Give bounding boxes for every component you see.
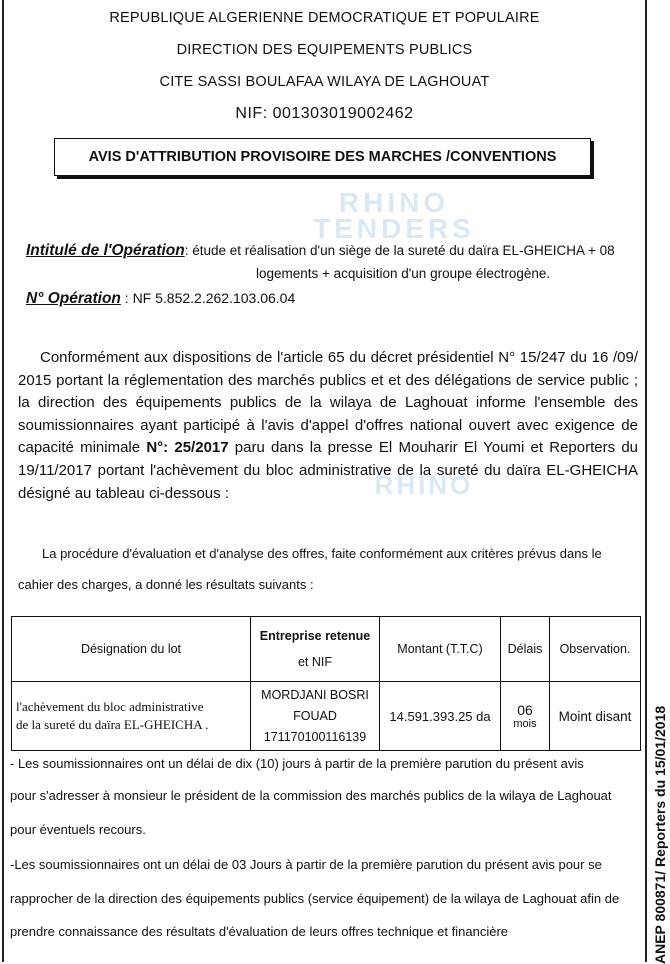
watermark-line-3: RHINO bbox=[374, 470, 474, 500]
header-entreprise bbox=[251, 617, 380, 682]
paragraph-reference: N°: 25/2017 bbox=[146, 439, 229, 457]
procedure-line-1: La procédure d'évaluation et d'analyse des offres, faite conformément aux critères prévus dans le bbox=[42, 546, 602, 561]
cell-entreprise-name-2: FOUAD bbox=[293, 708, 337, 723]
watermark-line-2: TENDERS bbox=[313, 213, 475, 244]
operation-title-label: Intitulé de l'Opération bbox=[26, 242, 185, 259]
header-nif: NIF: 001303019002462 bbox=[235, 105, 414, 122]
header-address: CITE SASSI BOULAFAA WILAYA DE LAGHOUAT bbox=[159, 74, 490, 90]
cell-delais bbox=[501, 682, 550, 751]
cell-delais-unit: mois bbox=[513, 718, 537, 730]
cell-observation: Moint disant bbox=[550, 682, 641, 751]
cell-entreprise bbox=[251, 682, 380, 751]
table-header-row bbox=[12, 617, 641, 682]
cell-delais-value: 06 bbox=[517, 702, 533, 718]
header-delais: Délais bbox=[501, 617, 550, 682]
watermark-line-1: RHINO bbox=[338, 187, 450, 218]
cell-lot bbox=[12, 682, 251, 751]
note-line-2: pour s'adresser à monsieur le président de la commission des marchés publics de la wilaya de Laghouat bbox=[10, 788, 612, 803]
paragraph-part-1: Conformément aux dispositions de l'article 65 du décret présidentiel N° 15/247 du 16 /09/ 2015 portant la réglementation des marchés publics et et des délégations de service public ; la direction des équipements publics de la wilaya de Laghouat informe l'ensemble des soumissionnaires ayant participé à l'avis d'appel d'offres national ouvert avec exigence de capacité minimale bbox=[18, 349, 638, 457]
cell-lot-line-2: de la sureté du daïra EL-GHEICHA . bbox=[16, 717, 209, 732]
header-montant: Montant (T.T.C) bbox=[380, 617, 501, 682]
table-row bbox=[12, 682, 641, 751]
note-line-5: rapprocher de la direction des équipements publics (service équipement) de la wilaya de Laghouat afin de bbox=[10, 891, 620, 906]
header-lot: Désignation du lot bbox=[12, 617, 251, 682]
header-direction: DIRECTION DES EQUIPEMENTS PUBLICS bbox=[176, 42, 473, 58]
procedure-line-2: cahier des charges, a donné les résultats suivants : bbox=[18, 577, 314, 592]
operation-number bbox=[26, 290, 295, 308]
cell-lot-line-1: l'achèvement du bloc administrative bbox=[16, 699, 204, 714]
note-line-6: prendre connaissance des résultats d'évaluation de leurs offres technique et financière bbox=[10, 924, 508, 939]
cell-montant: 14.591.393.25 da bbox=[380, 682, 501, 751]
note-line-1: - Les soumissionnaires ont un délai de dix (10) jours à partir de la première parution du présent avis bbox=[10, 756, 584, 771]
paragraph-part-3: paru dans la presse El Mouharir El Youmi et Reporters du 19/11/2017 portant l'achèvement du bloc administrative de la sureté du daïra EL-GHEICHA désigné au tableau ci-dessous : bbox=[18, 439, 639, 502]
header-observation: Observation. bbox=[550, 617, 641, 682]
header-republic: REPUBLIQUE ALGERIENNE DEMOCRATIQUE ET POPULAIRE bbox=[109, 10, 540, 26]
main-paragraph bbox=[18, 347, 638, 505]
header-entreprise-line-1: Entreprise retenue bbox=[259, 629, 371, 643]
side-publication-reference: ANEP 800871/ Reporters du 15/01/2018 bbox=[652, 705, 668, 964]
note-line-3: pour éventuels recours. bbox=[10, 822, 146, 837]
operation-title bbox=[26, 242, 615, 260]
operation-title-value: : étude et réalisation d'un siège de la sureté du daïra EL-GHEICHA + 08 bbox=[184, 243, 615, 258]
cell-entreprise-name-1: MORDJANI BOSRI bbox=[261, 687, 369, 702]
operation-number-label: N° Opération bbox=[26, 290, 121, 307]
header-entreprise-line-2: et NIF bbox=[297, 655, 333, 669]
operation-title-continued: logements + acquisition d'un groupe électrogène. bbox=[256, 266, 551, 281]
cell-entreprise-nif: 171170100116139 bbox=[263, 729, 367, 744]
note-line-4: -Les soumissionnaires ont un délai de 03 Jours à partir de la première parution du présent avis pour se bbox=[10, 857, 602, 872]
notice-title: AVIS D'ATTRIBUTION PROVISOIRE DES MARCHES /CONVENTIONS bbox=[54, 138, 591, 176]
watermark-logo bbox=[294, 187, 494, 244]
document-page bbox=[2, 0, 647, 962]
results-table bbox=[11, 616, 641, 751]
operation-number-value: : NF 5.852.2.262.103.06.04 bbox=[120, 290, 296, 306]
